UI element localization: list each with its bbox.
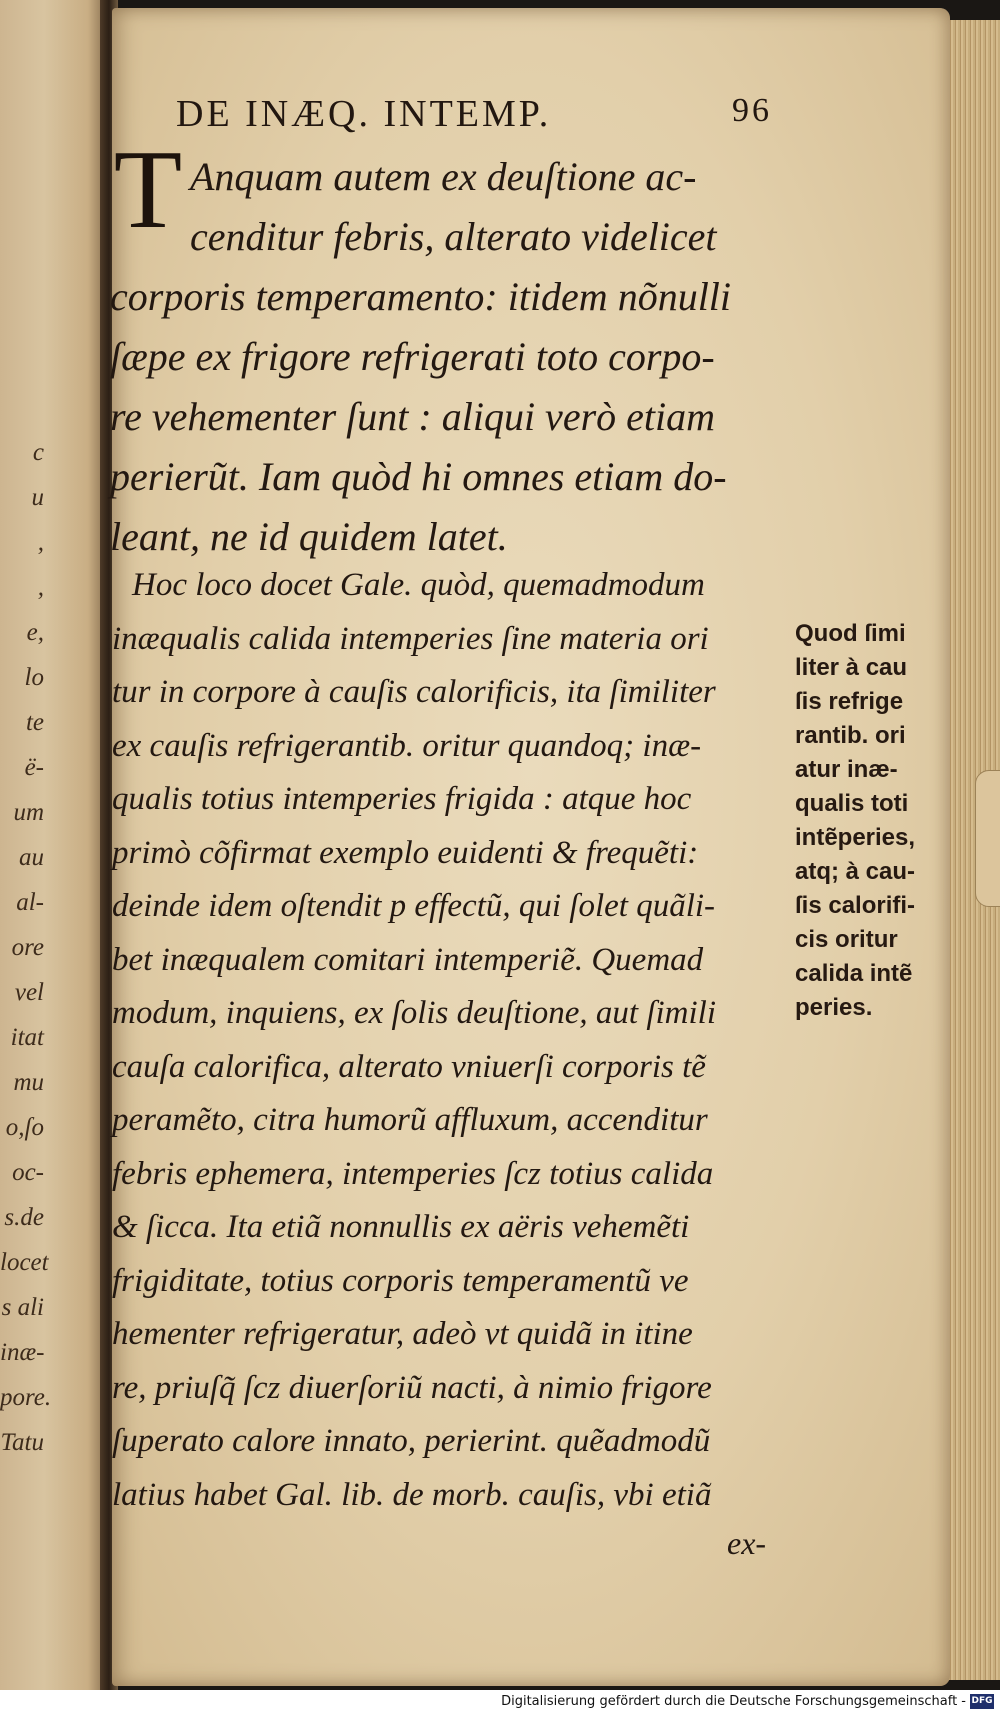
catchword: ex-: [727, 1525, 767, 1561]
marginal-note-line: Quod ſimi: [795, 620, 906, 647]
left-margin-fragment: o,ſo: [5, 1114, 44, 1141]
commentary-line: latius habet Gal. lib. de morb. cauſis, vbi etiã: [112, 1476, 712, 1513]
left-margin-fragment: mu: [13, 1069, 44, 1096]
left-facing-page: [0, 0, 110, 1690]
marginal-note-line: cis oritur: [795, 926, 898, 953]
left-margin-fragment: pore.: [0, 1384, 52, 1411]
left-margin-fragment: inæ-: [0, 1339, 45, 1366]
commentary-line: primò cõfirmat exemplo euidenti & frequẽti:: [112, 834, 699, 871]
page-number: 96: [732, 92, 772, 129]
marginal-note-line: intẽperies,: [795, 824, 916, 851]
dfg-logo: DFG: [970, 1694, 994, 1709]
commentary-line: modum, inquiens, ex ſolis deuſtione, aut ſimili: [112, 995, 717, 1031]
left-margin-fragment: te: [25, 709, 44, 736]
commentary-line: cauſa calorifica, alterato vniuerſi corporis tẽ: [112, 1048, 706, 1085]
left-margin-fragment: vel: [14, 979, 44, 1006]
left-margin-fragments: [0, 430, 52, 1465]
left-margin-fragment: oc-: [12, 1159, 44, 1186]
left-margin-fragment: ë-: [24, 754, 44, 781]
marginal-note-line: ſis calorifi-: [795, 892, 916, 919]
left-margin-fragment: s.de: [4, 1204, 44, 1231]
marginal-note-line: liter à cau: [795, 654, 908, 681]
main-text-line: cenditur febris, alterato videlicet: [190, 214, 717, 259]
main-text-line: ſæpe ex frigore refrigerati toto corpo-: [110, 334, 715, 379]
left-margin-fragment: ,: [37, 574, 44, 601]
commentary-line: tur in corpore à cauſis calorificis, ita ſimiliter: [112, 674, 716, 710]
commentary-line: re, priuſq̃ ſcz diuerſoriũ nacti, à nimio frigore: [112, 1369, 712, 1406]
page-edge-tab: [975, 770, 1000, 907]
commentary-line: peramẽto, citra humorũ affluxum, accenditur: [112, 1102, 708, 1138]
footer-credit: Digitalisierung gefördert durch die Deutsche Forschungsgemeinschaft -: [501, 1694, 966, 1709]
digitization-footer: [0, 1690, 1000, 1714]
left-margin-fragment: al-: [16, 889, 44, 916]
left-margin-fragment: lo: [24, 664, 44, 691]
marginal-note-line: calida intẽ: [795, 960, 913, 987]
marginal-note-line: rantib. ori: [795, 722, 906, 749]
left-margin-fragment: um: [13, 799, 44, 826]
commentary-line: ſuperato calore innato, perierint. quẽadmodũ: [112, 1423, 711, 1459]
commentary-line: febris ephemera, intemperies ſcz totius calida: [112, 1155, 714, 1192]
marginal-note-line: atq; à cau-: [795, 858, 916, 885]
commentary-line: qualis totius intemperies frigida : atque hoc: [112, 781, 692, 817]
marginal-note-line: ſis refrige: [795, 688, 904, 715]
left-margin-fragment: Tatu: [0, 1429, 44, 1456]
commentary-line: & ſicca. Ita etiã nonnullis ex aëris vehemẽti: [112, 1209, 690, 1245]
main-text-line: corporis temperamento: itidem nõnulli: [110, 274, 732, 319]
main-text-line: leant, ne id quidem latet.: [110, 514, 508, 559]
commentary-line: ex cauſis refrigerantib. oritur quandoq; inæ-: [112, 727, 702, 764]
left-margin-fragment: ore: [11, 934, 44, 961]
running-head-title: DE INÆQ. INTEMP.: [176, 93, 552, 135]
commentary-line: deinde idem oſtendit p effectũ, qui ſolet quãli-: [112, 888, 716, 924]
marginal-note-line: peries.: [795, 994, 873, 1021]
left-margin-fragment: locet: [0, 1249, 49, 1276]
left-margin-fragment: e,: [26, 619, 44, 646]
main-text-line: perierũt. Iam quòd hi omnes etiam do-: [110, 454, 727, 499]
commentary-line: hementer refrigeratur, adeò vt quidã in itine: [112, 1316, 693, 1352]
commentary-line: Hoc loco docet Gale. quòd, quemadmodum: [132, 567, 705, 603]
left-margin-fragment: c: [32, 439, 44, 466]
left-margin-fragment: s ali: [1, 1294, 44, 1321]
left-margin-fragment: itat: [10, 1024, 44, 1051]
marginal-note-line: atur inæ-: [795, 756, 898, 783]
left-margin-fragment: u: [31, 484, 44, 511]
left-margin-fragment: au: [19, 844, 44, 871]
commentary-line: frigiditate, totius corporis temperamentũ ve: [112, 1262, 689, 1299]
commentary-line: inæqualis calida intemperies ſine materia ori: [112, 620, 709, 657]
drop-initial: T: [113, 128, 183, 252]
main-text-line: re vehementer ſunt : aliqui verò etiam: [110, 394, 715, 439]
commentary-line: bet inæqualem comitari intemperiẽ. Quemad: [112, 941, 704, 978]
marginal-note-line: qualis toti: [795, 790, 909, 817]
running-head: [176, 92, 772, 138]
main-text-line: Anquam autem ex deuſtione ac-: [190, 154, 697, 199]
left-margin-fragment: ,: [37, 529, 44, 556]
